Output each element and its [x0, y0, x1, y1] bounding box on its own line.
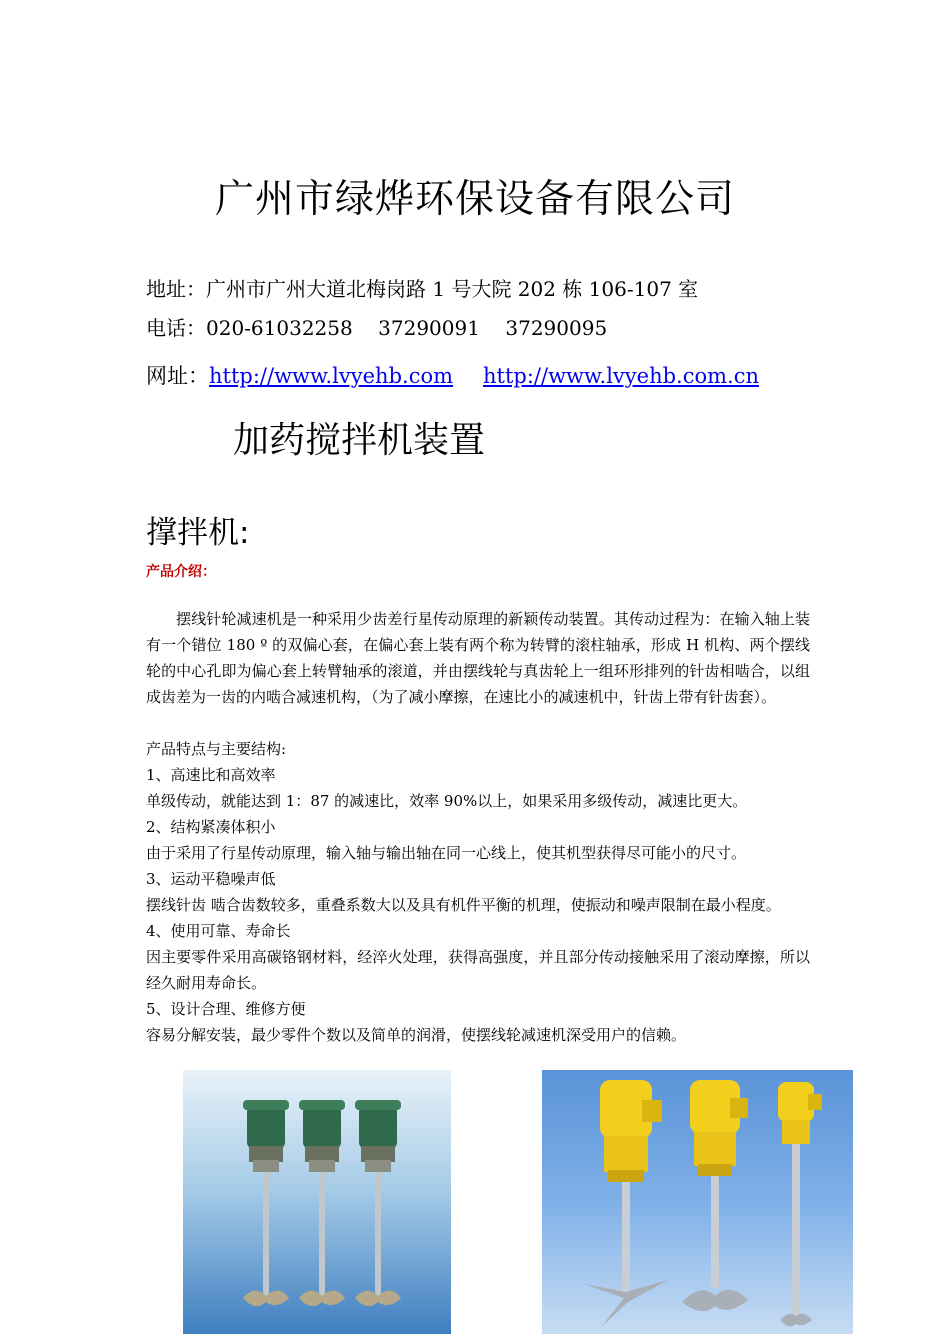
features-list	[146, 736, 810, 1048]
mixer-photo-yellow	[542, 1070, 853, 1334]
feature-title: 5、设计合理、维修方便	[146, 1000, 306, 1018]
phone-label: 电话：	[146, 316, 206, 340]
address-line	[146, 273, 698, 302]
website-link-com[interactable]: http://www.lvyehb.com	[209, 364, 454, 388]
website-link-cn[interactable]: http://www.lvyehb.com.cn	[483, 364, 759, 388]
feature-text: 容易分解安装，最少零件个数以及简单的润滑，使摆线轮减速机深受用户的信赖。	[146, 1026, 687, 1044]
feature-text: 由于采用了行星传动原理，输入轴与输出轴在同一心线上，使其机型获得尽可能小的尺寸。	[146, 844, 747, 862]
feature-title: 3、运动平稳噪声低	[146, 870, 276, 888]
feature-text: 摆线针齿 啮合齿数较多，重叠系数大以及具有机件平衡的机理，使振动和噪声限制在最小程度。	[146, 896, 781, 914]
mixer-photo-green	[183, 1070, 451, 1334]
website-line	[146, 360, 759, 390]
phone-line	[146, 312, 607, 341]
features-heading: 产品特点与主要结构:	[146, 740, 287, 758]
feature-title: 4、使用可靠、寿命长	[146, 922, 291, 940]
intro-paragraph	[146, 606, 810, 710]
address-value: 广州市广州大道北梅岗路 1 号大院 202 栋 106-107 室	[206, 277, 699, 301]
intro-label: 产品介绍：	[146, 564, 216, 580]
website-label: 网址：	[146, 364, 209, 388]
mixer-photo-green-illustration	[183, 1070, 451, 1334]
feature-text: 因主要零件采用高碳铬钢材料，经淬火处理，获得高强度，并且部分传动接触采用了滚动摩擦，所以经久耐用寿命长。	[146, 948, 810, 992]
intro-paragraph-text: 摆线针轮减速机是一种采用少齿差行星传动原理的新颖传动装置。其传动过程为：在输入轴上装有一个错位 180 º 的双偏心套，在偏心套上装有两个称为转臂的滚柱轴承，形成 H 机构、两个摆线轮的中心孔即为偏心套上转臂轴承的滚道，并由摆线轮与真齿轮上一组环形排列的针齿相啮合，以组成齿差为一齿的内啮合减速机构，（为了减小摩擦，在速比小的减速机中，针齿上带有针齿套）。	[146, 610, 810, 706]
section-heading: 撑拌机:	[146, 515, 250, 551]
feature-title: 1、高速比和高效率	[146, 766, 276, 784]
phone-value: 020-61032258 37290091 37290095	[206, 316, 608, 340]
device-title: 加药搅拌机装置	[233, 420, 486, 461]
feature-text: 单级传动，就能达到 1：87 的减速比，效率 90%以上，如果采用多级传动，减速比更大。	[146, 792, 748, 810]
address-label: 地址：	[146, 277, 206, 301]
company-title: 广州市绿烨环保设备有限公司	[214, 177, 735, 222]
mixer-photo-yellow-illustration	[542, 1070, 853, 1334]
feature-title: 2、结构紧凑体积小	[146, 818, 276, 836]
